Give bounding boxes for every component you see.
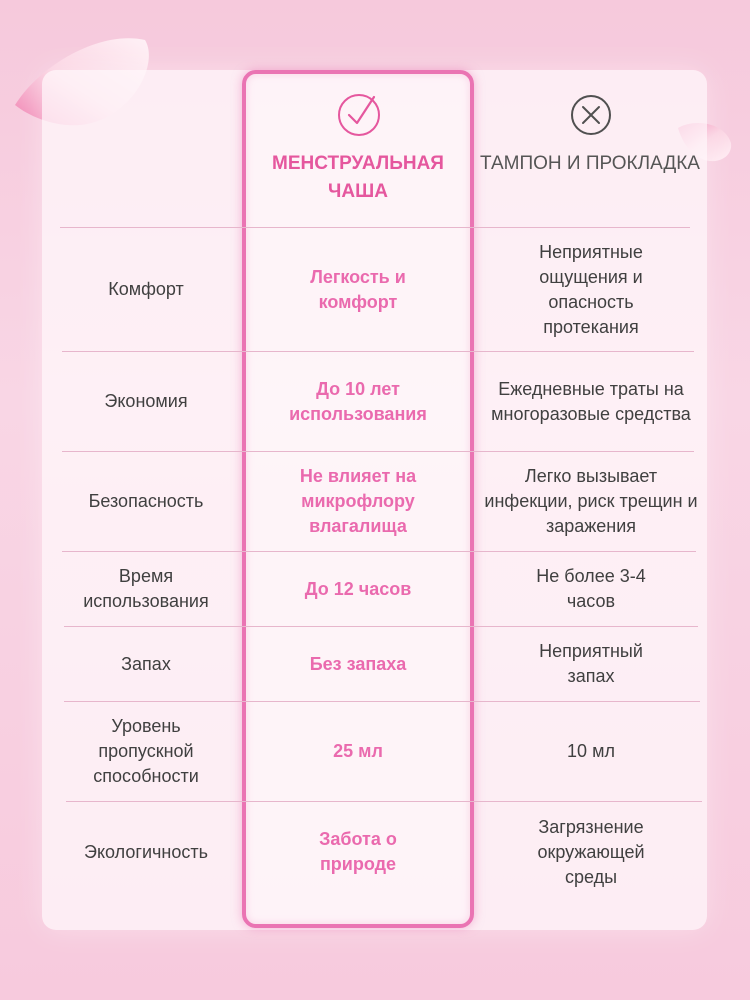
cup-value-safety: Не влияет на микрофлору влагалища xyxy=(299,466,417,536)
cup-column-title: МЕНСТРУАЛЬНАЯ ЧАША xyxy=(272,153,444,202)
cup-value-economy: До 10 лет использования xyxy=(289,378,427,424)
cup-value-eco: Забота о природе xyxy=(319,829,397,874)
cross-circle-icon xyxy=(569,93,613,137)
tampon-column-title: ТАМПОН И ПРОКЛАДКА xyxy=(480,153,700,174)
row-label-eco: Экологичность xyxy=(84,841,208,862)
tampon-value-smell: Неприятный запах xyxy=(539,641,643,686)
cup-value-smell: Без запаха xyxy=(309,653,407,674)
cup-value-usage-time: До 12 часов xyxy=(304,578,412,599)
cup-value-capacity: 25 мл xyxy=(333,741,383,761)
check-circle-icon xyxy=(336,92,382,138)
tampon-value-eco: Загрязнение окружающей среды xyxy=(537,816,645,887)
row-label-usage-time: Время использования xyxy=(83,566,209,611)
tampon-value-safety: Легко вызывает инфекции, риск трещин и заражения xyxy=(484,466,698,536)
tampon-value-economy: Ежедневные траты на многоразовые средства xyxy=(491,378,691,424)
row-label-comfort: Комфорт xyxy=(108,279,184,299)
row-label-safety: Безопасность xyxy=(88,491,204,511)
tampon-value-usage-time: Не более 3-4 часов xyxy=(536,566,646,611)
cup-value-comfort: Легкость и комфорт xyxy=(310,266,406,312)
tampon-value-capacity: 10 мл xyxy=(567,741,615,761)
row-label-capacity: Уровень пропускной способности xyxy=(93,716,199,786)
tampon-value-comfort: Неприятные ощущения и опасность протекания xyxy=(539,241,643,337)
row-label-smell: Запах xyxy=(121,653,171,674)
row-label-economy: Экономия xyxy=(104,391,188,411)
